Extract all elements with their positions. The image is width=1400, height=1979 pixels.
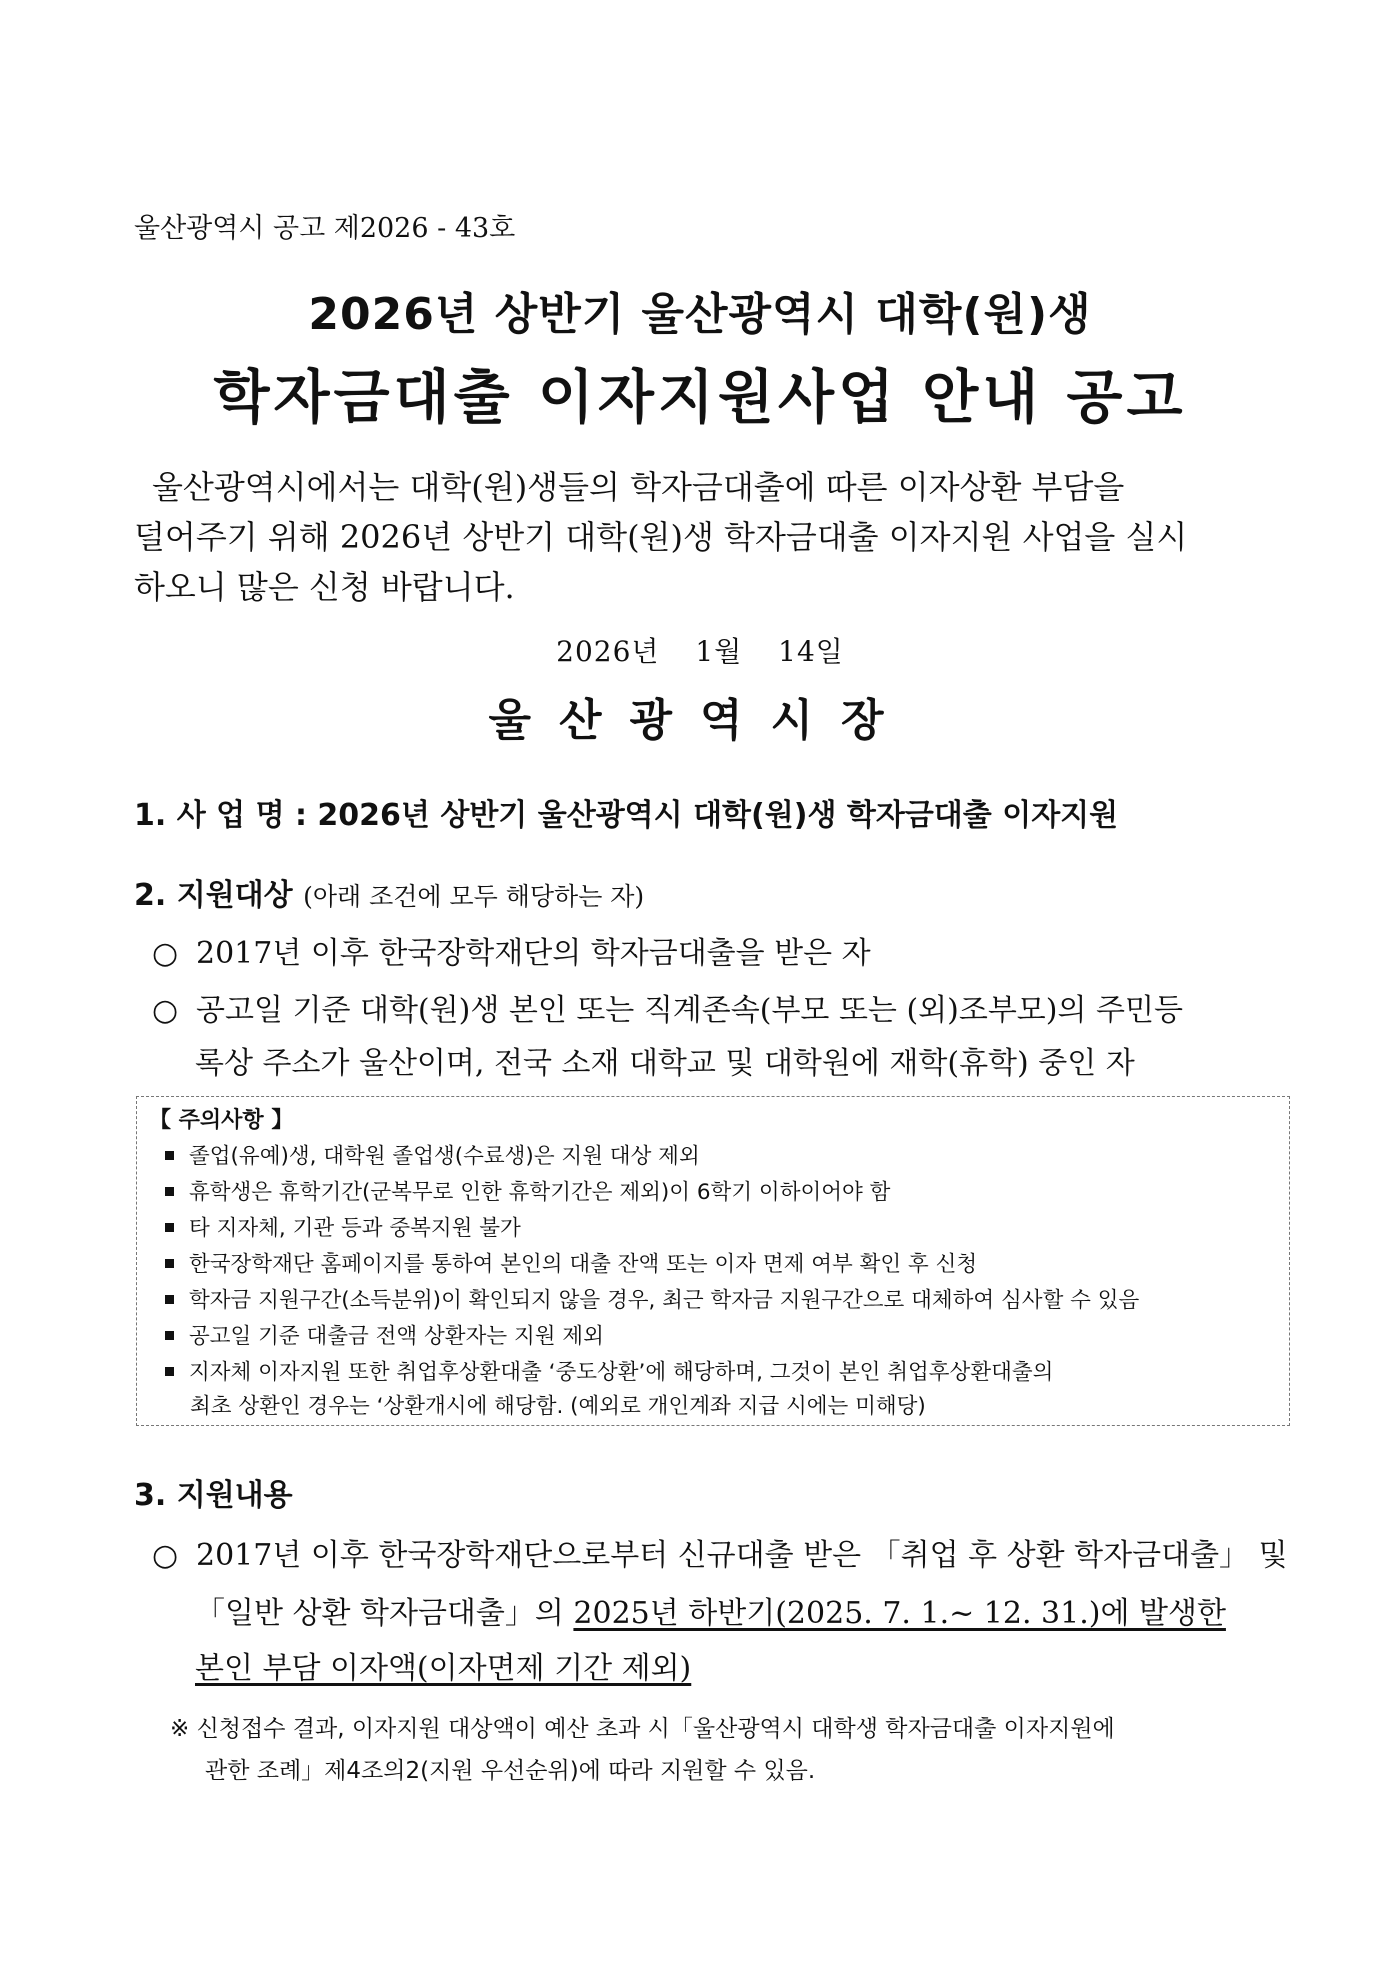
- eligibility-item-2: [152, 985, 1183, 1029]
- reference-note-line2: 관한 조례」제4조의2(지원 우선순위)에 따라 지원할 수 있음.: [205, 1758, 816, 1784]
- intro-line-1: 울산광역시에서는 대학(원)생들의 학자금대출에 따른 이자상환 부담을: [152, 468, 1125, 506]
- intro-line-2: 덜어주기 위해 2026년 상반기 대학(원)생 학자금대출 이자지원 사업을 실시: [134, 518, 1188, 556]
- note-item: 공고일 기준 대출금 전액 상환자는 지원 제외: [165, 1319, 604, 1350]
- note-item: 졸업(유예)생, 대학원 졸업생(수료생)은 지원 대상 제외: [165, 1139, 700, 1170]
- reference-note-line1: ※ 신청접수 결과, 이자지원 대상액이 예산 초과 시「울산광역시 대학생 학자금대출 이자지원에: [170, 1716, 1115, 1742]
- document-title-line1: 2026년 상반기 울산광역시 대학(원)생: [308, 289, 1092, 340]
- square-bullet-icon: [165, 1259, 174, 1268]
- support-content-line2: 「일반 상환 학자금대출」의 2025년 하반기(2025. 7. 1.~ 12. 31.)에 발생한: [195, 1596, 1226, 1631]
- notes-box: [136, 1096, 1290, 1426]
- note-item: 학자금 지원구간(소득분위)이 확인되지 않을 경우, 최근 학자금 지원구간으로 대체하여 심사할 수 있음: [165, 1283, 1139, 1314]
- note-item-continued: 최초 상환인 경우는 ‘상환개시에 해당함. (예외로 개인계좌 지급 시에는 미해당): [190, 1394, 926, 1419]
- circle-bullet-icon: ○: [152, 1538, 179, 1573]
- square-bullet-icon: [165, 1223, 174, 1232]
- interest-amount-underlined: 본인 부담 이자액(이자면제 기간 제외): [195, 1651, 692, 1686]
- signer: 울산광역시장: [488, 695, 912, 746]
- circle-bullet-icon: ○: [152, 993, 179, 1028]
- note-item: 타 지자체, 기관 등과 중복지원 불가: [165, 1211, 521, 1242]
- square-bullet-icon: [165, 1367, 174, 1376]
- square-bullet-icon: [165, 1151, 174, 1160]
- circle-bullet-icon: ○: [152, 936, 179, 971]
- document-title-line2: 학자금대출 이자지원사업 안내 공고: [213, 363, 1187, 431]
- section3-heading: 3. 지원내용: [134, 1478, 293, 1513]
- note-item: 휴학생은 휴학기간(군복무로 인한 휴학기간은 제외)이 6학기 이하이어야 함: [165, 1175, 890, 1206]
- square-bullet-icon: [165, 1187, 174, 1196]
- support-content-line3: [195, 1643, 691, 1687]
- intro-line-3: 하오니 많은 신청 바랍니다.: [134, 568, 515, 606]
- intro-paragraph: [134, 462, 1266, 612]
- eligibility-item-2-continued: 록상 주소가 울산이며, 전국 소재 대학교 및 대학원에 재학(휴학) 중인 자: [195, 1046, 1135, 1081]
- note-item: 지자체 이자지원 또한 취업후상환대출 ‘중도상환’에 해당하며, 그것이 본인 취업후상환대출의: [165, 1355, 1053, 1386]
- notice-number: 울산광역시 공고 제2026 - 43호: [134, 213, 516, 244]
- square-bullet-icon: [165, 1331, 174, 1340]
- square-bullet-icon: [165, 1295, 174, 1304]
- note-item: 한국장학재단 홈페이지를 통하여 본인의 대출 잔액 또는 이자 면제 여부 확인 후 신청: [165, 1247, 977, 1278]
- section2-heading: [134, 870, 644, 914]
- support-content-line1: 2017년 이후 한국장학재단으로부터 신규대출 받은 「취업 후 상환 학자금대출」 및: [196, 1538, 1288, 1573]
- eligibility-item-1-text: 2017년 이후 한국장학재단의 학자금대출을 받은 자: [196, 936, 871, 971]
- section1-project-name: 1. 사 업 명 : 2026년 상반기 울산광역시 대학(원)생 학자금대출 이자지원: [134, 798, 1119, 833]
- section2-title: 2. 지원대상: [134, 878, 293, 913]
- support-content-item: [152, 1530, 1288, 1574]
- announcement-date: 2026년 1월 14일: [556, 635, 844, 668]
- eligibility-item-1: [152, 928, 871, 972]
- eligibility-item-2-text: 공고일 기준 대학(원)생 본인 또는 직계존속(부모 또는 (외)조부모)의 주민등: [196, 993, 1183, 1028]
- notes-heading: 【 주의사항 】: [149, 1108, 294, 1133]
- support-period-underlined: 2025년 하반기(2025. 7. 1.~ 12. 31.)에 발생한: [573, 1596, 1226, 1631]
- section2-subtitle: (아래 조건에 모두 해당하는 자): [303, 882, 645, 911]
